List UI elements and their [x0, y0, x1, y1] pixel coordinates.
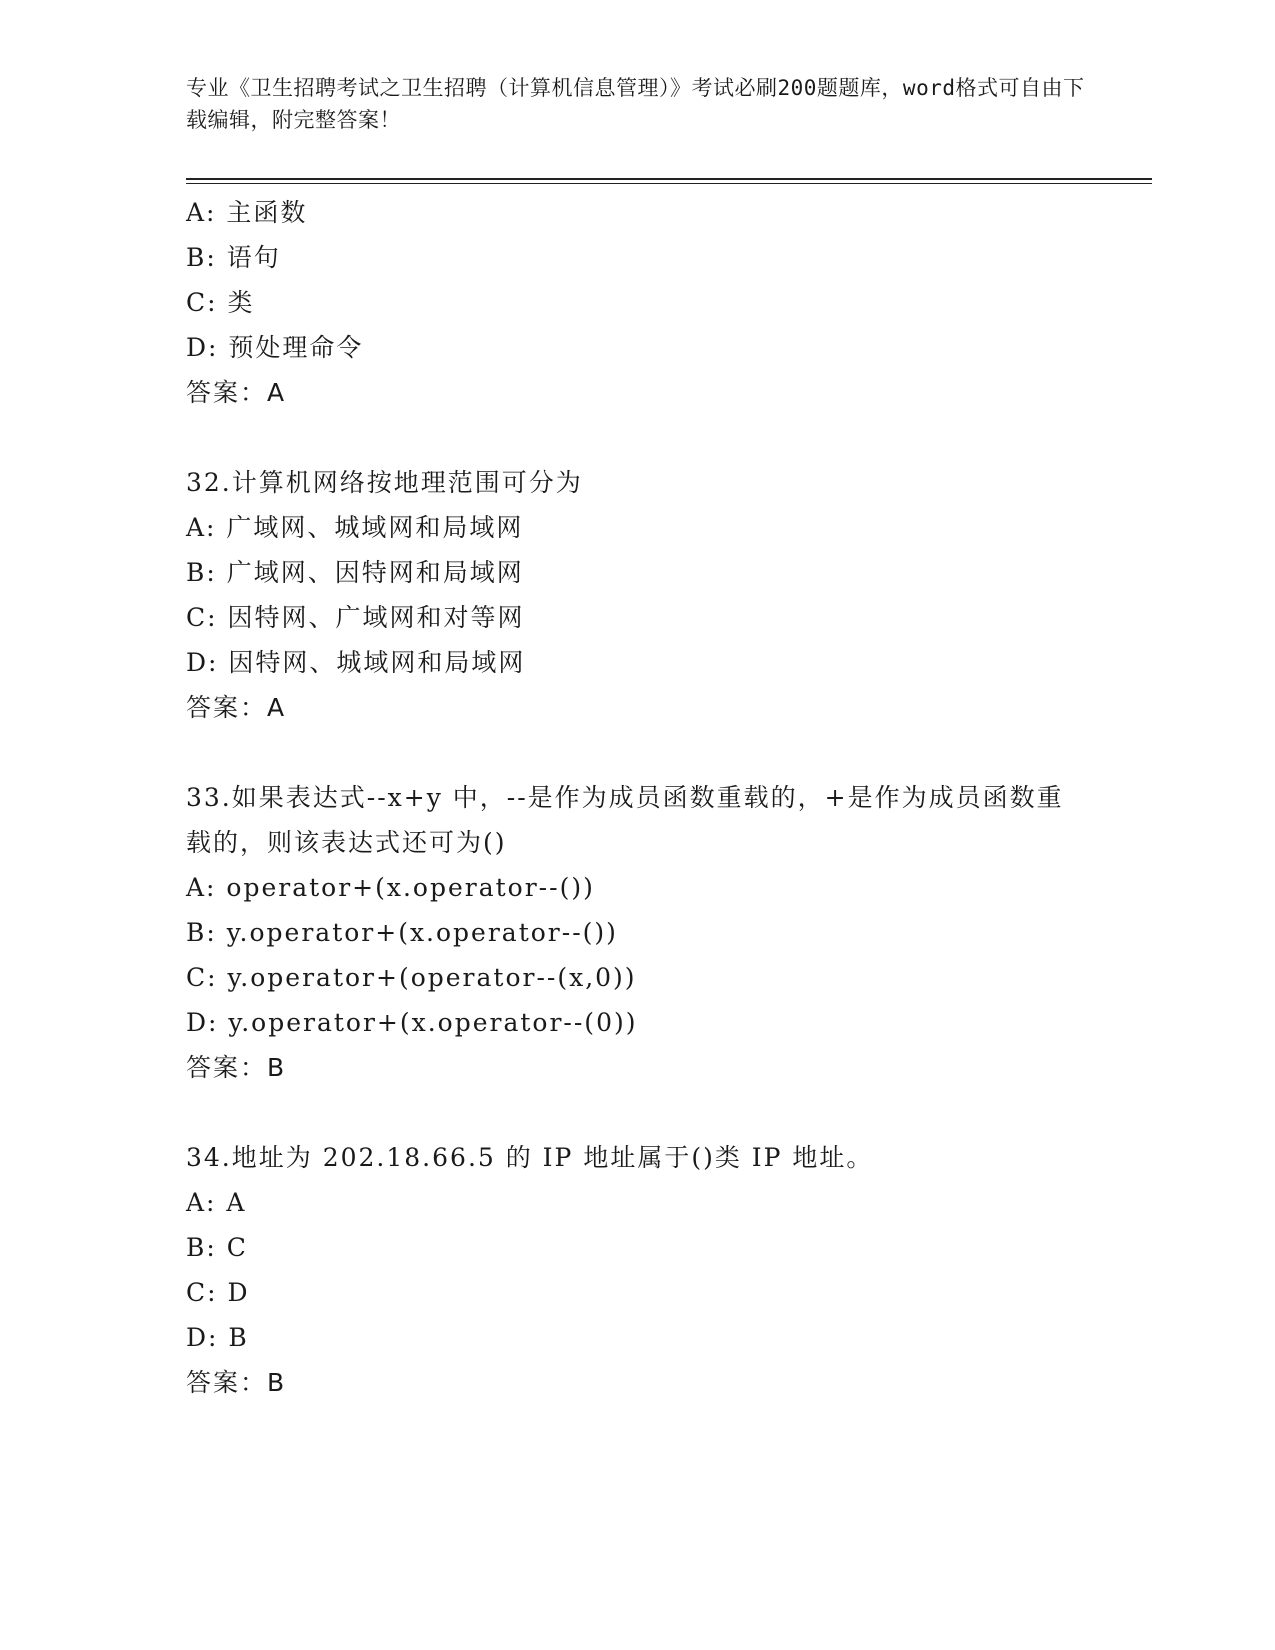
- option-d: D: y.operator+(x.operator--(0)): [186, 1008, 638, 1037]
- question-text: 33.如果表达式--x+y 中，--是作为成员函数重载的，+是作为成员函数重载的，则该表达式还可为(): [186, 783, 1064, 857]
- option-d: D: B: [186, 1323, 249, 1352]
- header-divider: [186, 178, 1152, 180]
- document-header: 专业《卫生招聘考试之卫生招聘（计算机信息管理）》考试必刷200题题库，word格式可自由下载编辑，附完整答案！: [186, 76, 1085, 132]
- option-a: A: operator+(x.operator--()): [186, 873, 595, 902]
- option-a: A: 广域网、城域网和局域网: [186, 513, 524, 542]
- answer: 答案：B: [186, 1053, 287, 1082]
- option-b: B: y.operator+(x.operator--()): [186, 918, 618, 947]
- question-block: [186, 775, 1152, 1090]
- answer: 答案：A: [186, 693, 287, 722]
- question-block: [186, 460, 1152, 730]
- question-text: 34.地址为 202.18.66.5 的 IP 地址属于()类 IP 地址。: [186, 1143, 874, 1172]
- option-b: B: 语句: [186, 243, 281, 272]
- option-c: C: 因特网、广域网和对等网: [186, 603, 525, 632]
- question-block: [186, 1135, 1152, 1405]
- option-c: C: 类: [186, 288, 255, 317]
- answer: 答案：B: [186, 1368, 287, 1397]
- option-b: B: C: [186, 1233, 248, 1262]
- option-a: A: A: [186, 1188, 247, 1217]
- option-b: B: 广域网、因特网和局域网: [186, 558, 524, 587]
- option-c: C: D: [186, 1278, 250, 1307]
- option-a: A: 主函数: [186, 198, 308, 227]
- header-divider-thin: [186, 183, 1152, 184]
- option-d: D: 预处理命令: [186, 333, 364, 362]
- option-d: D: 因特网、城域网和局域网: [186, 648, 526, 677]
- option-c: C: y.operator+(operator--(x,0)): [186, 963, 637, 992]
- question-list: [186, 190, 1152, 1405]
- question-text: 32.计算机网络按地理范围可分为: [186, 468, 583, 497]
- answer: 答案：A: [186, 378, 287, 407]
- question-block: [186, 190, 1152, 415]
